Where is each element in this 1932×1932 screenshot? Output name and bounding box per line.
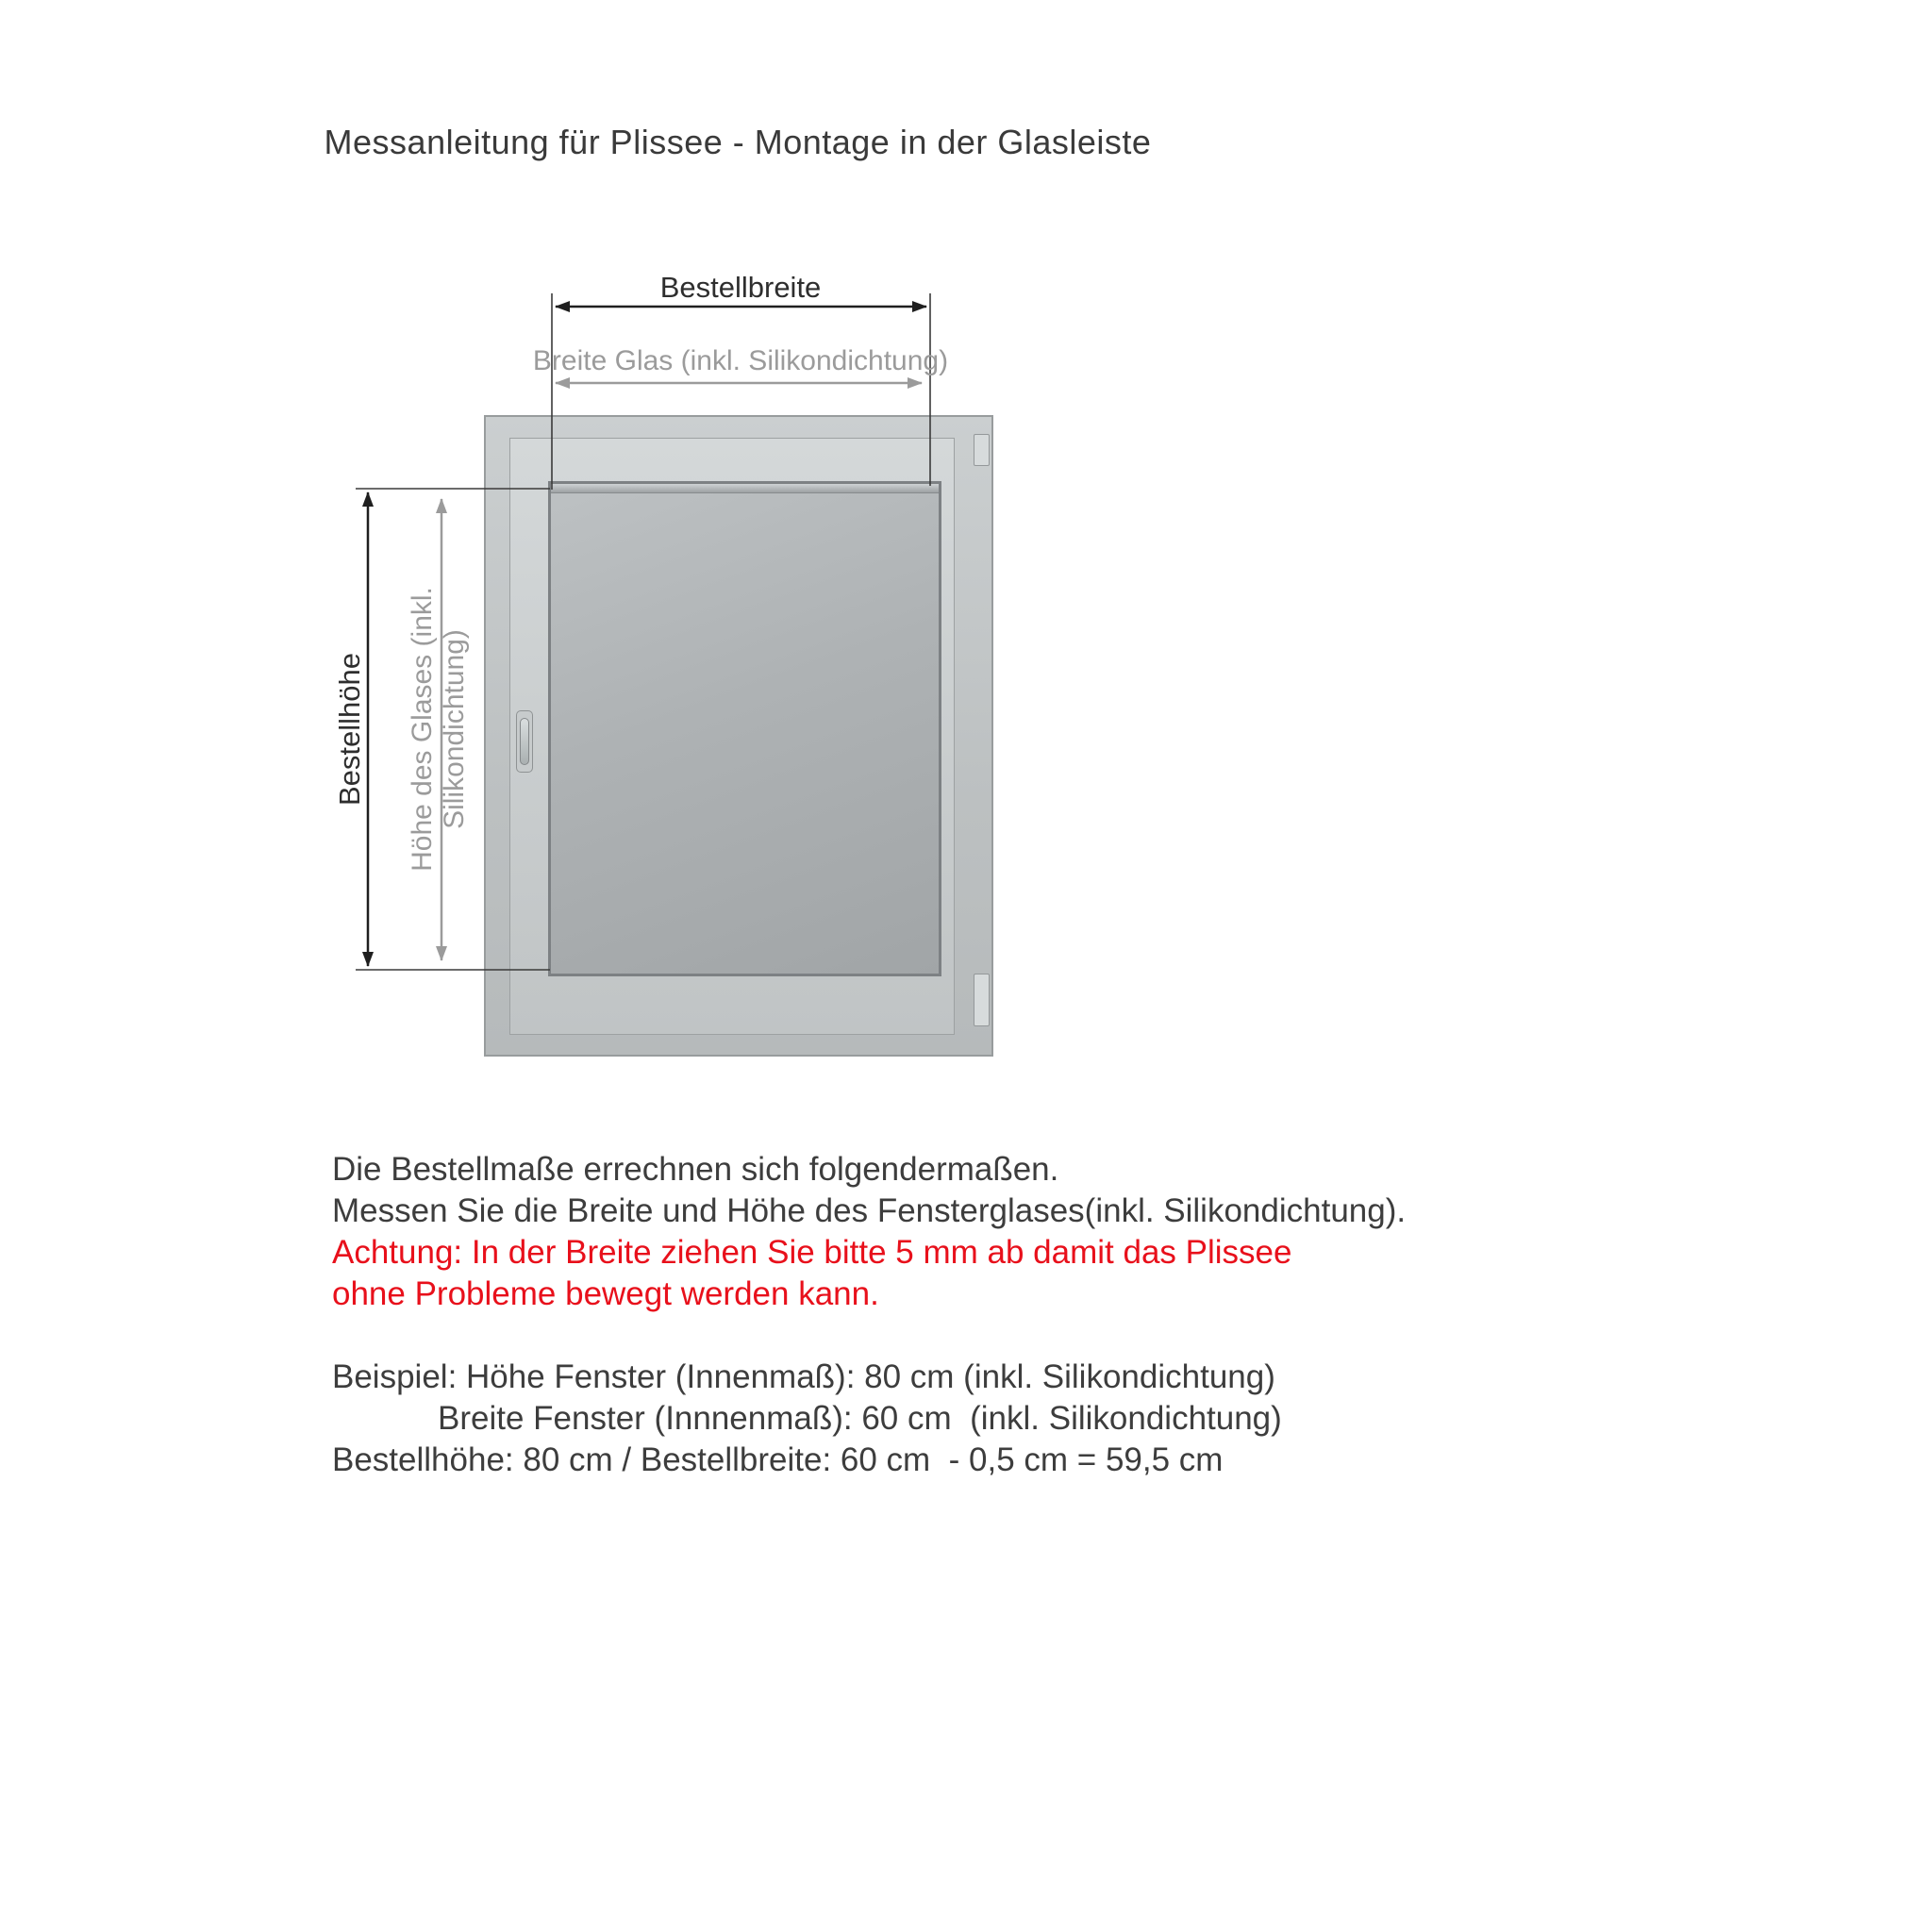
- instruction-warning-line-1: Achtung: In der Breite ziehen Sie bitte 5 mm ab damit das Plissee: [332, 1234, 1292, 1271]
- order-height-label: Bestellhöhe: [333, 653, 366, 807]
- window-glass: [548, 481, 941, 976]
- page-title: Messanleitung für Plissee - Montage in der Glasleiste: [324, 123, 1152, 161]
- example-line-1: Beispiel: Höhe Fenster (Innenmaß): 80 cm (inkl. Silikondichtung): [332, 1358, 1275, 1395]
- window-handle: [516, 710, 533, 773]
- window-handle-lever: [520, 718, 529, 765]
- glass-width-label: Breite Glas (inkl. Silikondichtung): [532, 345, 949, 376]
- example-line-2: Breite Fenster (Innnenmaß): 60 cm (inkl. Silikondichtung): [438, 1400, 1282, 1437]
- order-width-label: Bestellbreite: [659, 271, 822, 304]
- instruction-intro-line-2: Messen Sie die Breite und Höhe des Fensterglases(inkl. Silikondichtung).: [332, 1192, 1407, 1229]
- window-frame: [484, 415, 993, 1057]
- window-sash: [509, 438, 955, 1035]
- instruction-intro-line-1: Die Bestellmaße errechnen sich folgendermaßen.: [332, 1151, 1059, 1188]
- instruction-warning-line-2: ohne Probleme bewegt werden kann.: [332, 1275, 879, 1312]
- plissee-top-rail: [551, 484, 939, 493]
- glass-height-label: Höhe des Glases (inkl. Silikondichtung): [407, 587, 470, 872]
- hinge-top-icon: [974, 434, 990, 466]
- hinge-bottom-icon: [974, 974, 990, 1026]
- example-line-3: Bestellhöhe: 80 cm / Bestellbreite: 60 cm - 0,5 cm = 59,5 cm: [332, 1441, 1224, 1478]
- instructions-block: [332, 1149, 1672, 1481]
